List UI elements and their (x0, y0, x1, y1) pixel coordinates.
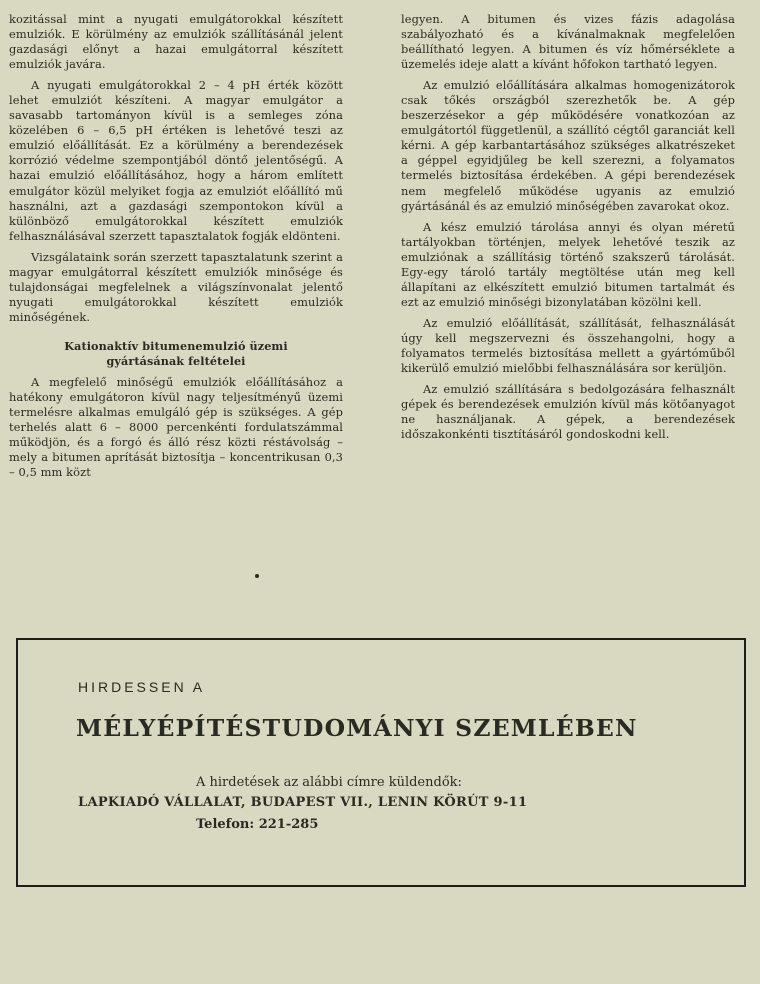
ad-address: LAPKIADÓ VÁLLALAT, BUDAPEST VII., LENIN KÖRÚT 9-11 (78, 795, 528, 810)
ad-note: A hirdetések az alábbi címre küldendők: (196, 775, 462, 790)
ad-title: MÉLYÉPÍTÉSTUDOMÁNYI SZEMLÉBEN (76, 714, 638, 742)
paragraph: Vizsgálataink során szerzett tapasztalatunk szerint a magyar emulgátorral készített emulziók minősége és tulajdonságai megfelelnek a világszínvonalat jelentő nyugati emulgátorokkal készített emulziók minőségének. (9, 249, 343, 324)
advertisement-box (16, 638, 746, 887)
paragraph: Az emulzió előállítására alkalmas homogenizátorok csak tőkés országból szerezhetők be. A gép beszerzésekor a gép működésére vonatkozóan az emulgátortól függetlenül, a szállító cégtől garanciát kell kérni. A gép karbantartásához szükséges alkatrészeket a géppel egyidjűleg be kell szerezni, a folyamatos termelés biztosítása érdekében. A gépi berendezések nem megfelelő működése ugyanis az emulzió gyártásánál és az emulzió minőségében zavarokat okoz. (401, 78, 735, 213)
section-heading-line: gyártásának feltételei (106, 353, 246, 368)
paragraph: A megfelelő minőségű emulziók előállításához a hatékony emulgátoron kívül nagy teljesítményű üzemi termelésre alkalmas emulgáló gép is szükséges. A gép terhelés alatt 6 – 8000 percenkénti fordulatszámmal működjön, és a forgó és álló rész közti réstávolság – mely a bitumen aprítását biztosítja – koncentrikusan 0,3 – 0,5 mm közt (9, 374, 343, 480)
ad-intro: HIRDESSEN A (78, 679, 206, 695)
left-column (9, 12, 343, 486)
paragraph: legyen. A bitumen és vizes fázis adagolása szabályozható és a kívánalmaknak megfelelően beállítható legyen. A bitumen és víz hőmérséklete a üzemelés ideje alatt a kívánt hőfokon tartható legyen. (401, 12, 735, 72)
paragraph: Az emulzió előállítását, szállítását, felhasználását úgy kell megszervezni és összehangolni, hogy a folyamatos termelés biztosítása mellett a gyártóműből kikerülő emulzió mielőbbi felhasználására sor kerüljön. (401, 315, 735, 376)
paragraph: A kész emulzió tárolása annyi és olyan méretű tartályokban történjen, melyek lehetővé teszik az emulziónak a szállításig történő szakszerű tárolását. Egy-egy tároló tartály megtöltése után meg kell állapítani az elkészített emulzió bitumen tartalmát és ezt az emulzió minőségi bizonylatában közölni kell. (401, 219, 735, 309)
paragraph: kozitással mint a nyugati emulgátorokkal készített emulziók. E körülmény az emulziók szállításánál jelent gazdasági előnyt a hazai emulgátorral készített emulziók javára. (9, 12, 343, 72)
section-heading (9, 339, 343, 369)
right-column (401, 12, 735, 448)
paragraph: A nyugati emulgátorokkal 2 – 4 pH érték között lehet emulziót készíteni. A magyar emulgátor a savasabb tartományon kívül is a semleges zóna közelében 6 – 6,5 pH értéken is lehetővé teszi az emulzió előállítását. Ez a körülmény a berendezések korrózió védelme szempontjából döntő jelentőségű. A hazai emulzió előállításához, hogy a három említett emulgátor közül melyiket fogja az emulziót előállító mű használni, azt a gazdasági szempontokon kívül a különböző emulgátorokkal készített emulziók felhasználásával szerzett tapasztalatok fogják eldönteni. (9, 78, 343, 243)
section-heading-line: Kationaktív bitumenemulzió üzemi (64, 338, 288, 353)
ink-dot (255, 574, 259, 578)
paragraph: Az emulzió szállítására s bedolgozására felhasznált gépek és berendezések emulzión kívül más kötőanyagot ne használjanak. A gépek, a berendezések időszakonkénti tisztításáról gondoskodni kell. (401, 382, 735, 442)
ad-phone: Telefon: 221-285 (196, 817, 319, 832)
